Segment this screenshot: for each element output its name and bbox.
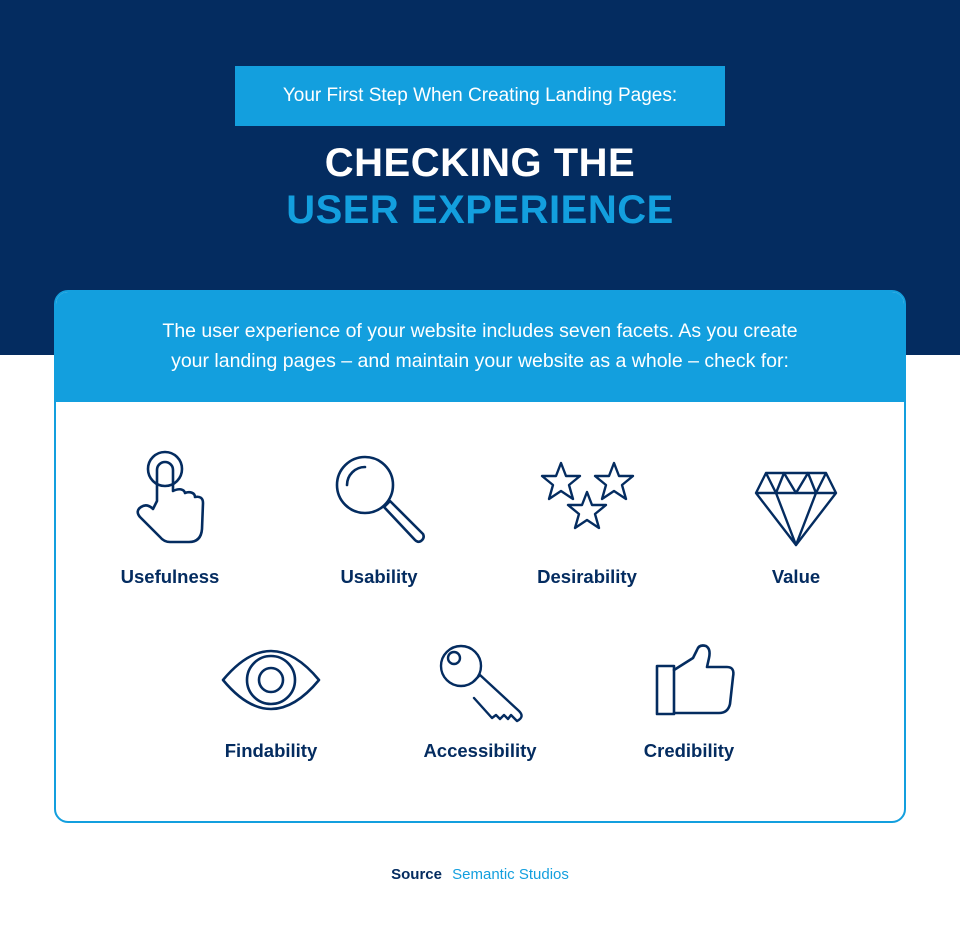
title-line-2: USER EXPERIENCE	[286, 188, 674, 232]
facet-label-findability: Findability	[224, 740, 318, 761]
card-header	[56, 292, 904, 402]
facet-credibility	[589, 630, 789, 770]
kicker-text: Your First Step When Creating Landing Pages:	[282, 85, 678, 106]
intro-line-1: The user experience of your website includes seven facets. As you create	[162, 320, 798, 342]
magnifying-glass-icon	[329, 445, 429, 545]
source-label: Source	[391, 866, 442, 883]
source-line	[0, 866, 960, 883]
intro-text	[116, 316, 844, 376]
facet-label-credibility: Credibility	[643, 740, 735, 761]
thumbs-up-icon	[639, 630, 739, 730]
diamond-icon	[746, 445, 846, 545]
pointing-hand-icon	[120, 445, 220, 545]
facet-findability	[171, 630, 371, 770]
facet-value	[696, 445, 896, 595]
key-icon	[430, 630, 530, 730]
facet-label-usefulness: Usefulness	[120, 566, 220, 587]
source-value: Semantic Studios	[452, 866, 569, 883]
eye-icon	[221, 630, 321, 730]
facet-label-usability: Usability	[340, 566, 418, 587]
kicker-banner	[235, 66, 725, 126]
facet-accessibility	[380, 630, 580, 770]
facet-usability	[279, 445, 479, 595]
facet-label-desirability: Desirability	[537, 566, 637, 587]
facet-desirability	[487, 445, 687, 595]
facet-usefulness	[70, 445, 270, 595]
facet-label-value: Value	[771, 566, 821, 587]
facet-label-accessibility: Accessibility	[423, 740, 537, 761]
three-stars-icon	[537, 445, 637, 545]
title-line-1: CHECKING THE	[324, 141, 636, 185]
intro-line-2: your landing pages – and maintain your website as a whole – check for:	[171, 350, 789, 372]
